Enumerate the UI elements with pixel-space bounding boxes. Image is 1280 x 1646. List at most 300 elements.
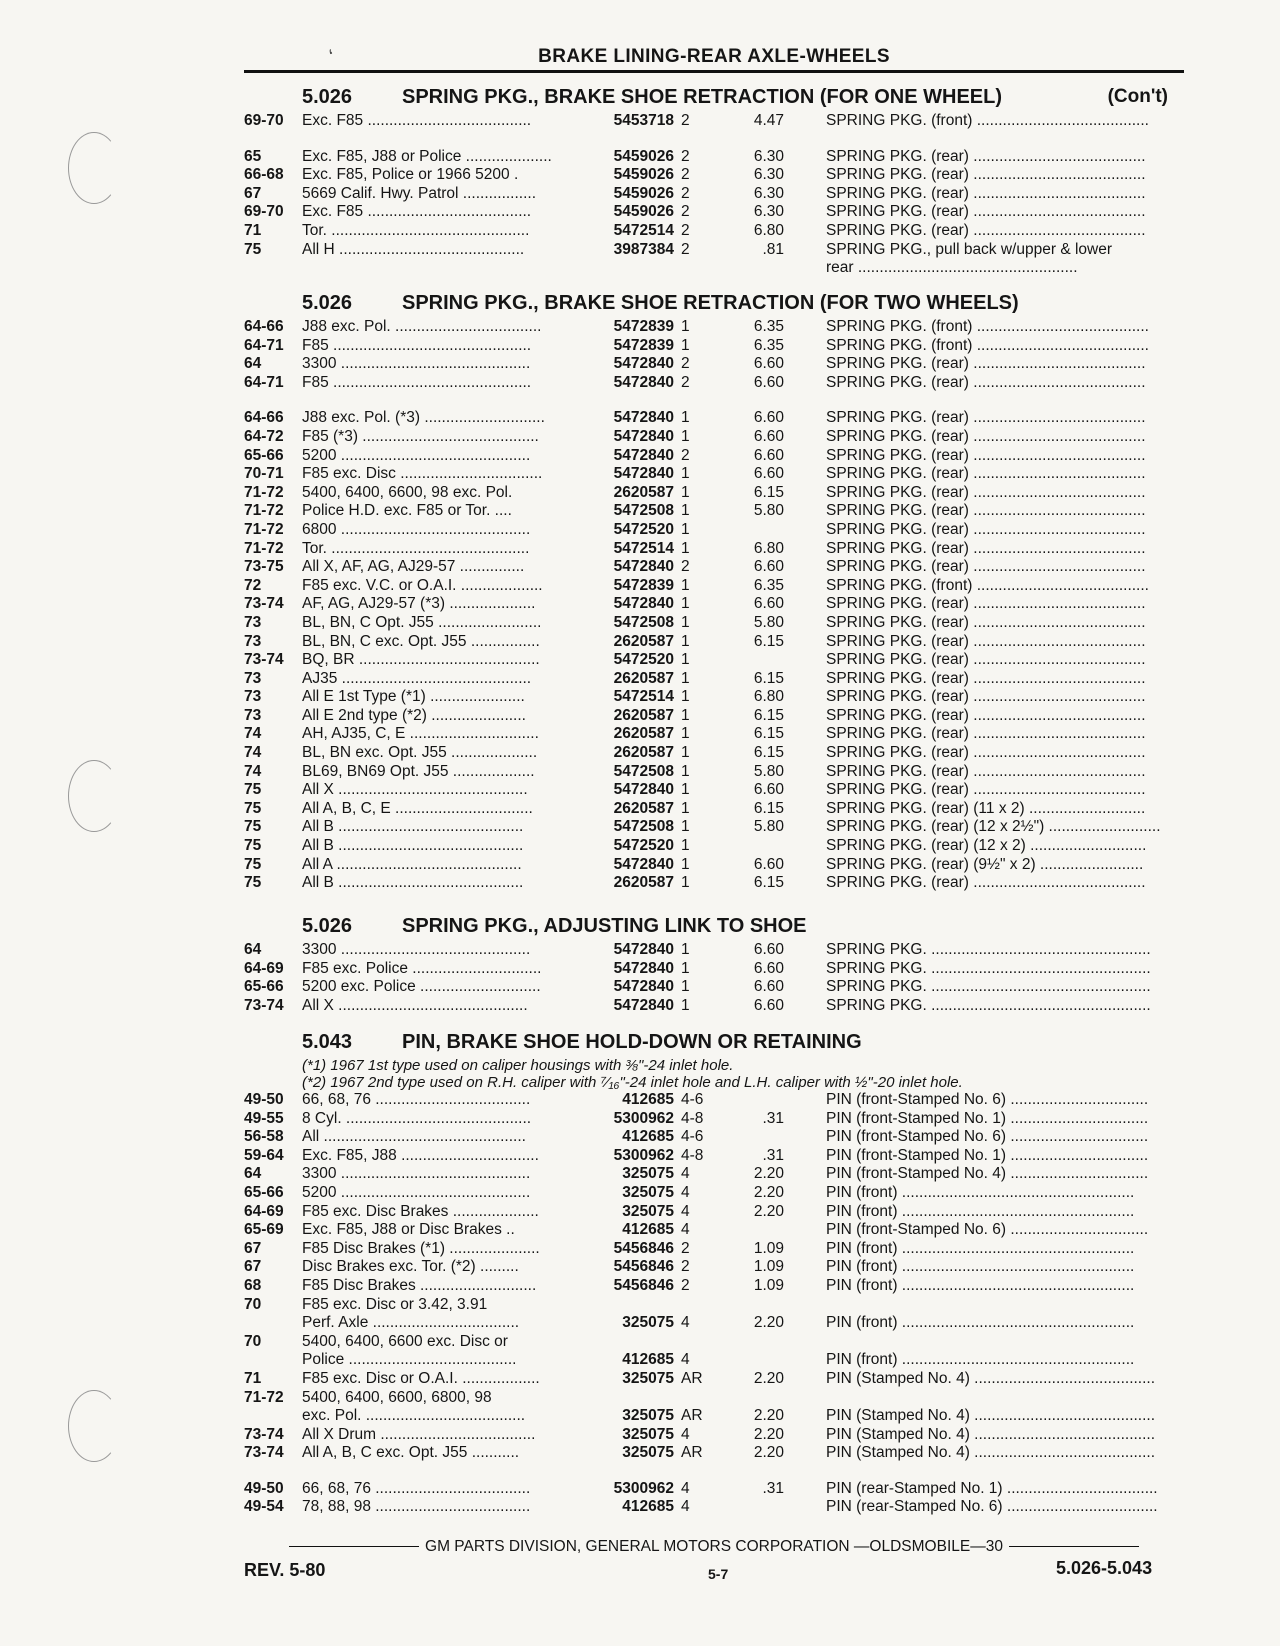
table-row <box>244 941 1184 960</box>
revision-label: REV. 5-80 <box>244 1560 326 1580</box>
price: 5.80 <box>753 502 784 520</box>
table-row <box>244 1444 1184 1463</box>
price: 6.15 <box>753 874 784 892</box>
section-title: SPRING PKG., ADJUSTING LINK TO SHOE <box>402 915 807 937</box>
section-header <box>244 292 1184 318</box>
price: 4.47 <box>753 112 784 129</box>
price: 5.80 <box>753 762 784 780</box>
part-number: 325075 <box>622 1425 674 1443</box>
section-number: 5.043 <box>302 1031 353 1053</box>
part-description: PIN (front-Stamped No. 6) ................................ <box>826 1128 1149 1146</box>
table-row <box>244 651 1184 670</box>
section-spring-retraction-one-wheel <box>244 86 1184 278</box>
part-description: PIN (front-Stamped No. 1) ................................ <box>826 1146 1149 1164</box>
price: 2.20 <box>753 1183 784 1201</box>
quantity: 1 <box>681 520 690 538</box>
quantity: 4-8 <box>681 1146 704 1164</box>
price: 6.30 <box>753 166 784 184</box>
part-number: 5472839 <box>613 336 674 354</box>
model-years: 69-70 <box>244 203 284 221</box>
table-row <box>244 1480 1184 1499</box>
price: 6.60 <box>753 355 784 373</box>
model-years: 72 <box>244 576 262 594</box>
application: Perf. Axle .................................. <box>302 1314 520 1332</box>
quantity: 1 <box>681 427 690 445</box>
table-row <box>244 465 1184 484</box>
section-pin-hold-down <box>244 1031 1184 1517</box>
part-number: 325075 <box>622 1444 674 1462</box>
section-title: PIN, BRAKE SHOE HOLD-DOWN OR RETAINING <box>402 1031 862 1053</box>
table-row <box>244 1147 1184 1166</box>
part-number: 5459026 <box>613 184 674 202</box>
quantity: 1 <box>681 576 690 594</box>
part-description: SPRING PKG. (rear) ........................................ <box>826 669 1146 687</box>
application: All H ........................................... <box>302 240 525 258</box>
row-spacer <box>244 1463 1184 1480</box>
price: 6.30 <box>753 203 784 221</box>
model-years: 67 <box>244 184 262 202</box>
model-years: 70 <box>244 1295 262 1313</box>
table-row <box>244 502 1184 521</box>
table-row <box>244 241 1184 260</box>
quantity: 4 <box>681 1221 690 1239</box>
part-description: PIN (front) ...................................................... <box>826 1202 1135 1220</box>
quantity: 4 <box>681 1165 690 1183</box>
table-row <box>244 1389 1184 1408</box>
model-years: 64-71 <box>244 373 284 391</box>
part-description: PIN (Stamped No. 4) .......................................... <box>826 1369 1156 1387</box>
table-row <box>244 1370 1184 1389</box>
quantity: 1 <box>681 613 690 631</box>
table-row <box>244 614 1184 633</box>
part-number: 5456846 <box>613 1239 674 1257</box>
application: F85 exc. Disc Brakes .................... <box>302 1202 539 1220</box>
application: Exc. F85, J88 or Disc Brakes .. <box>302 1221 515 1239</box>
part-description: SPRING PKG. (rear) ........................................ <box>826 762 1146 780</box>
table-row <box>244 185 1184 204</box>
application: 5200 ............................................ <box>302 446 531 464</box>
price: 2.20 <box>753 1444 784 1462</box>
price: 2.20 <box>753 1425 784 1443</box>
application: Tor. .............................................. <box>302 539 530 557</box>
price: .31 <box>762 1479 784 1497</box>
price: 6.60 <box>753 978 784 996</box>
part-description: SPRING PKG. (front) ........................................ <box>826 112 1149 129</box>
price: 2.20 <box>753 1314 784 1332</box>
application: F85 Disc Brakes (*1) ..................... <box>302 1239 540 1257</box>
quantity: 1 <box>681 336 690 354</box>
table-row <box>244 484 1184 503</box>
part-description: PIN (front) ...................................................... <box>826 1351 1135 1369</box>
application: Exc. F85 ...................................... <box>302 203 532 221</box>
table-row <box>244 837 1184 856</box>
quantity: 1 <box>681 855 690 873</box>
part-description: SPRING PKG. (rear) ........................................ <box>826 502 1146 520</box>
application: 5400, 6400, 6600, 6800, 98 <box>302 1388 492 1406</box>
part-number: 325075 <box>622 1165 674 1183</box>
table-row <box>244 1240 1184 1259</box>
application: F85 exc. Police .............................. <box>302 959 542 977</box>
section-number: 5.026 <box>302 86 353 108</box>
application: exc. Pol. ..................................... <box>302 1407 526 1425</box>
application: BL69, BN69 Opt. J55 ................... <box>302 762 535 780</box>
section-title: SPRING PKG., BRAKE SHOE RETRACTION (FOR TWO WHEELS) <box>402 292 1019 314</box>
application: F85 (*3) ......................................... <box>302 427 539 445</box>
model-years: 64 <box>244 1165 262 1183</box>
quantity: 1 <box>681 409 690 427</box>
price: 6.60 <box>753 373 784 391</box>
model-years: 71-72 <box>244 502 284 520</box>
quantity: 1 <box>681 978 690 996</box>
table-row <box>244 447 1184 466</box>
part-number: 5472840 <box>613 446 674 464</box>
price: 6.60 <box>753 855 784 873</box>
table-row <box>244 203 1184 222</box>
price: 6.60 <box>753 781 784 799</box>
table-row <box>244 874 1184 893</box>
binder-hole-mark <box>68 1390 120 1462</box>
application: F85 .............................................. <box>302 373 532 391</box>
model-years: 75 <box>244 240 262 258</box>
part-number: 2620587 <box>613 725 674 743</box>
part-description: SPRING PKG. (front) ........................................ <box>826 576 1149 594</box>
part-number: 5472840 <box>613 941 674 958</box>
part-description: SPRING PKG. (rear) ........................................ <box>826 203 1146 221</box>
part-description: SPRING PKG. (rear) ........................................ <box>826 355 1146 373</box>
part-description: PIN (Stamped No. 4) .......................................... <box>826 1425 1156 1443</box>
footer-rule-left <box>289 1546 419 1547</box>
part-description: SPRING PKG. (rear) ........................................ <box>826 595 1146 613</box>
table-row <box>244 222 1184 241</box>
quantity: 1 <box>681 762 690 780</box>
price: 6.80 <box>753 221 784 239</box>
quantity: 1 <box>681 539 690 557</box>
quantity: 4 <box>681 1351 690 1369</box>
price: 6.60 <box>753 465 784 483</box>
application: Police H.D. exc. F85 or Tor. .... <box>302 502 512 520</box>
model-years: 64-66 <box>244 318 284 335</box>
part-number: 2620587 <box>613 744 674 762</box>
part-description: SPRING PKG. (rear) ........................................ <box>826 184 1146 202</box>
part-number: 325075 <box>622 1202 674 1220</box>
quantity: 1 <box>681 818 690 836</box>
part-number: 2620587 <box>613 706 674 724</box>
price: 6.35 <box>753 336 784 354</box>
application: BL, BN, C Opt. J55 ........................ <box>302 613 542 631</box>
application: All A, B, C, E ................................ <box>302 799 533 817</box>
quantity: 2 <box>681 1258 690 1276</box>
part-number: 5472508 <box>613 502 674 520</box>
part-description: PIN (front-Stamped No. 6) ................................ <box>826 1221 1149 1239</box>
model-years: 59-64 <box>244 1146 284 1164</box>
footer-publisher-line <box>244 1538 1184 1556</box>
part-description: SPRING PKG. (rear) ........................................ <box>826 166 1146 184</box>
part-number: 2620587 <box>613 669 674 687</box>
quantity: 2 <box>681 446 690 464</box>
part-number: 5472520 <box>613 651 674 669</box>
model-years: 49-50 <box>244 1091 284 1108</box>
application: J88 exc. Pol. (*3) ............................ <box>302 409 545 427</box>
part-description: SPRING PKG. (rear) ........................................ <box>826 781 1146 799</box>
application: All X ............................................ <box>302 996 528 1014</box>
model-years: 65-66 <box>244 446 284 464</box>
quantity: 1 <box>681 725 690 743</box>
price: 6.60 <box>753 558 784 576</box>
part-description: SPRING PKG. (rear) ........................................ <box>826 483 1146 501</box>
application: 3300 ............................................ <box>302 355 531 373</box>
model-years: 74 <box>244 744 262 762</box>
model-years: 64-66 <box>244 409 284 427</box>
quantity: 2 <box>681 203 690 221</box>
quantity: 1 <box>681 595 690 613</box>
table-row <box>244 259 1184 278</box>
model-years: 75 <box>244 799 262 817</box>
quantity: 2 <box>681 1239 690 1257</box>
model-years: 49-50 <box>244 1479 284 1497</box>
model-years: 73-74 <box>244 1444 284 1462</box>
part-description: SPRING PKG. (rear) (12 x 2½") .......................... <box>826 818 1161 836</box>
application: 5669 Calif. Hwy. Patrol ................. <box>302 184 537 202</box>
model-years: 75 <box>244 837 262 855</box>
part-number: 5472840 <box>613 355 674 373</box>
quantity: 2 <box>681 112 690 129</box>
quantity: AR <box>681 1369 703 1387</box>
table-row <box>244 800 1184 819</box>
table-row <box>244 763 1184 782</box>
price: 2.20 <box>753 1407 784 1425</box>
table-row <box>244 707 1184 726</box>
model-years: 73 <box>244 669 262 687</box>
section-title: SPRING PKG., BRAKE SHOE RETRACTION (FOR ONE WHEEL) <box>402 86 1003 108</box>
model-years: 56-58 <box>244 1128 284 1146</box>
price: 6.60 <box>753 941 784 958</box>
quantity: 1 <box>681 959 690 977</box>
table-row <box>244 558 1184 577</box>
quantity: 4 <box>681 1498 690 1516</box>
application: All E 2nd type (*2) ...................... <box>302 706 526 724</box>
quantity: 2 <box>681 373 690 391</box>
model-years: 67 <box>244 1258 262 1276</box>
model-years: 65-66 <box>244 1183 284 1201</box>
price: 6.30 <box>753 147 784 165</box>
quantity: 2 <box>681 240 690 258</box>
table-row <box>244 781 1184 800</box>
part-description: SPRING PKG. (front) ........................................ <box>826 318 1149 335</box>
part-number: 412685 <box>622 1498 674 1516</box>
quantity: 2 <box>681 147 690 165</box>
model-years: 75 <box>244 818 262 836</box>
section-number: 5.026 <box>302 915 353 937</box>
table-row <box>244 112 1184 131</box>
part-description: SPRING PKG. (rear) ........................................ <box>826 613 1146 631</box>
price: .81 <box>762 240 784 258</box>
footnote: (*2) 1967 2nd type used on R.H. caliper with ⁷⁄₁₆"-24 inlet hole and L.H. caliper with ½"-20 inlet hole. <box>302 1074 963 1091</box>
price: 6.60 <box>753 427 784 445</box>
model-years: 66-68 <box>244 166 284 184</box>
part-number: 5472840 <box>613 409 674 427</box>
part-description: SPRING PKG. (rear) ........................................ <box>826 725 1146 743</box>
table-row <box>244 374 1184 393</box>
application: All E 1st Type (*1) ...................... <box>302 688 525 706</box>
price: 6.60 <box>753 409 784 427</box>
application: F85 exc. Disc or O.A.I. .................. <box>302 1369 540 1387</box>
application: 5400, 6400, 6600, 98 exc. Pol. <box>302 483 513 501</box>
table-row <box>244 521 1184 540</box>
part-number: 5472514 <box>613 221 674 239</box>
model-years: 49-54 <box>244 1498 284 1516</box>
application: AJ35 ............................................ <box>302 669 532 687</box>
part-number: 5472840 <box>613 959 674 977</box>
quantity: 4-8 <box>681 1109 704 1127</box>
application: 3300 ............................................ <box>302 941 531 958</box>
part-description: SPRING PKG. ................................................... <box>826 941 1151 958</box>
part-description: PIN (front) ...................................................... <box>826 1183 1135 1201</box>
application: AF, AG, AJ29-57 (*3) .................... <box>302 595 536 613</box>
quantity: 1 <box>681 651 690 669</box>
application: All X, AF, AG, AJ29-57 ............... <box>302 558 525 576</box>
price: 6.15 <box>753 725 784 743</box>
application: 8 Cyl. ........................................... <box>302 1109 532 1127</box>
quantity: 2 <box>681 355 690 373</box>
application: F85 exc. Disc ................................. <box>302 465 543 483</box>
part-number: 5472840 <box>613 558 674 576</box>
binder-hole-mark <box>68 760 120 832</box>
part-description: SPRING PKG. (rear) ........................................ <box>826 688 1146 706</box>
table-row <box>244 1203 1184 1222</box>
model-years: 71-72 <box>244 539 284 557</box>
application: 6800 ............................................ <box>302 520 531 538</box>
table-row <box>244 577 1184 596</box>
model-years: 70 <box>244 1332 262 1350</box>
price: 6.15 <box>753 669 784 687</box>
application: Exc. F85, Police or 1966 5200 . <box>302 166 519 184</box>
application: Exc. F85, J88 or Police .................... <box>302 147 552 165</box>
part-description: SPRING PKG. (rear) ........................................ <box>826 221 1146 239</box>
part-number: 412685 <box>622 1091 674 1108</box>
quantity: 4-6 <box>681 1128 704 1146</box>
quantity: 1 <box>681 837 690 855</box>
price: .31 <box>762 1109 784 1127</box>
table-row <box>244 1407 1184 1426</box>
part-description: SPRING PKG. (rear) ........................................ <box>826 874 1146 892</box>
application: All A ........................................... <box>302 855 522 873</box>
part-number: 5472840 <box>613 373 674 391</box>
part-number: 412685 <box>622 1128 674 1146</box>
application: 5200 exc. Police ............................ <box>302 978 541 996</box>
application: Tor. .............................................. <box>302 221 530 239</box>
quantity: 4 <box>681 1425 690 1443</box>
application: All B ........................................... <box>302 818 524 836</box>
table-row <box>244 595 1184 614</box>
table-row <box>244 1110 1184 1129</box>
part-number: 5472840 <box>613 595 674 613</box>
table-row <box>244 818 1184 837</box>
footer-rule-right <box>1009 1546 1139 1547</box>
application: All X Drum .................................... <box>302 1425 536 1443</box>
table-row <box>244 540 1184 559</box>
part-description: PIN (rear-Stamped No. 1) ................................... <box>826 1479 1158 1497</box>
model-years: 71 <box>244 221 262 239</box>
table-row <box>244 960 1184 979</box>
application: 5200 ............................................ <box>302 1183 531 1201</box>
table-row <box>244 1091 1184 1110</box>
quantity: 1 <box>681 706 690 724</box>
price: 6.15 <box>753 744 784 762</box>
part-description: SPRING PKG. (rear) ........................................ <box>826 465 1146 483</box>
part-description: PIN (Stamped No. 4) .......................................... <box>826 1444 1156 1462</box>
part-description: PIN (front) ...................................................... <box>826 1314 1135 1332</box>
price: 6.60 <box>753 996 784 1014</box>
application: AH, AJ35, C, E .............................. <box>302 725 539 743</box>
part-description: SPRING PKG. (rear) ........................................ <box>826 706 1146 724</box>
price: .31 <box>762 1146 784 1164</box>
part-number: 5472514 <box>613 539 674 557</box>
part-number: 5472508 <box>613 613 674 631</box>
price: 2.20 <box>753 1165 784 1183</box>
model-years: 73 <box>244 632 262 650</box>
part-number: 5300962 <box>613 1109 674 1127</box>
model-years: 73 <box>244 706 262 724</box>
table-row <box>244 997 1184 1016</box>
application: All B ........................................... <box>302 837 524 855</box>
part-number: 5453718 <box>613 112 674 129</box>
quantity: 1 <box>681 465 690 483</box>
part-description: PIN (front) ...................................................... <box>826 1258 1135 1276</box>
application: All B ........................................... <box>302 874 524 892</box>
part-number: 5472839 <box>613 318 674 335</box>
price: 5.80 <box>753 818 784 836</box>
application: Exc. F85 ...................................... <box>302 112 532 129</box>
table-row <box>244 670 1184 689</box>
quantity: 2 <box>681 558 690 576</box>
price: 6.60 <box>753 959 784 977</box>
part-description: SPRING PKG. (rear) (11 x 2) ........................... <box>826 799 1146 817</box>
quantity: 4-6 <box>681 1091 704 1108</box>
price: 1.09 <box>753 1239 784 1257</box>
quantity: 1 <box>681 318 690 335</box>
application: 66, 68, 76 .................................... <box>302 1091 531 1108</box>
application: 5400, 6400, 6600 exc. Disc or <box>302 1332 508 1350</box>
table-row <box>244 1128 1184 1147</box>
quantity: 1 <box>681 781 690 799</box>
table-row <box>244 355 1184 374</box>
quantity: 1 <box>681 941 690 958</box>
model-years: 71-72 <box>244 520 284 538</box>
part-number: 5472840 <box>613 465 674 483</box>
page-number: 5-7 <box>708 1566 729 1582</box>
footer-publisher-text: GM PARTS DIVISION, GENERAL MOTORS CORPORATION —OLDSMOBILE—30 <box>425 1538 1003 1555</box>
price: 2.20 <box>753 1369 784 1387</box>
part-description: SPRING PKG. (front) ........................................ <box>826 336 1149 354</box>
part-number: 2620587 <box>613 632 674 650</box>
model-years: 49-55 <box>244 1109 284 1127</box>
part-description: SPRING PKG. (rear) ........................................ <box>826 409 1146 427</box>
part-description: SPRING PKG. (rear) (12 x 2) ........................... <box>826 837 1147 855</box>
table-row <box>244 1333 1184 1352</box>
binder-hole-mark <box>68 132 120 204</box>
part-number: 2620587 <box>613 799 674 817</box>
quantity: 1 <box>681 744 690 762</box>
model-years: 73-75 <box>244 558 284 576</box>
table-row <box>244 633 1184 652</box>
part-number: 5472840 <box>613 855 674 873</box>
part-number: 5472839 <box>613 576 674 594</box>
part-description: SPRING PKG. (rear) ........................................ <box>826 651 1146 669</box>
part-description: SPRING PKG., pull back w/upper & lower <box>826 240 1113 258</box>
section-number: 5.026 <box>302 292 353 314</box>
stray-pen-mark: ‘ <box>327 45 338 69</box>
application: 78, 88, 98 .................................... <box>302 1498 531 1516</box>
